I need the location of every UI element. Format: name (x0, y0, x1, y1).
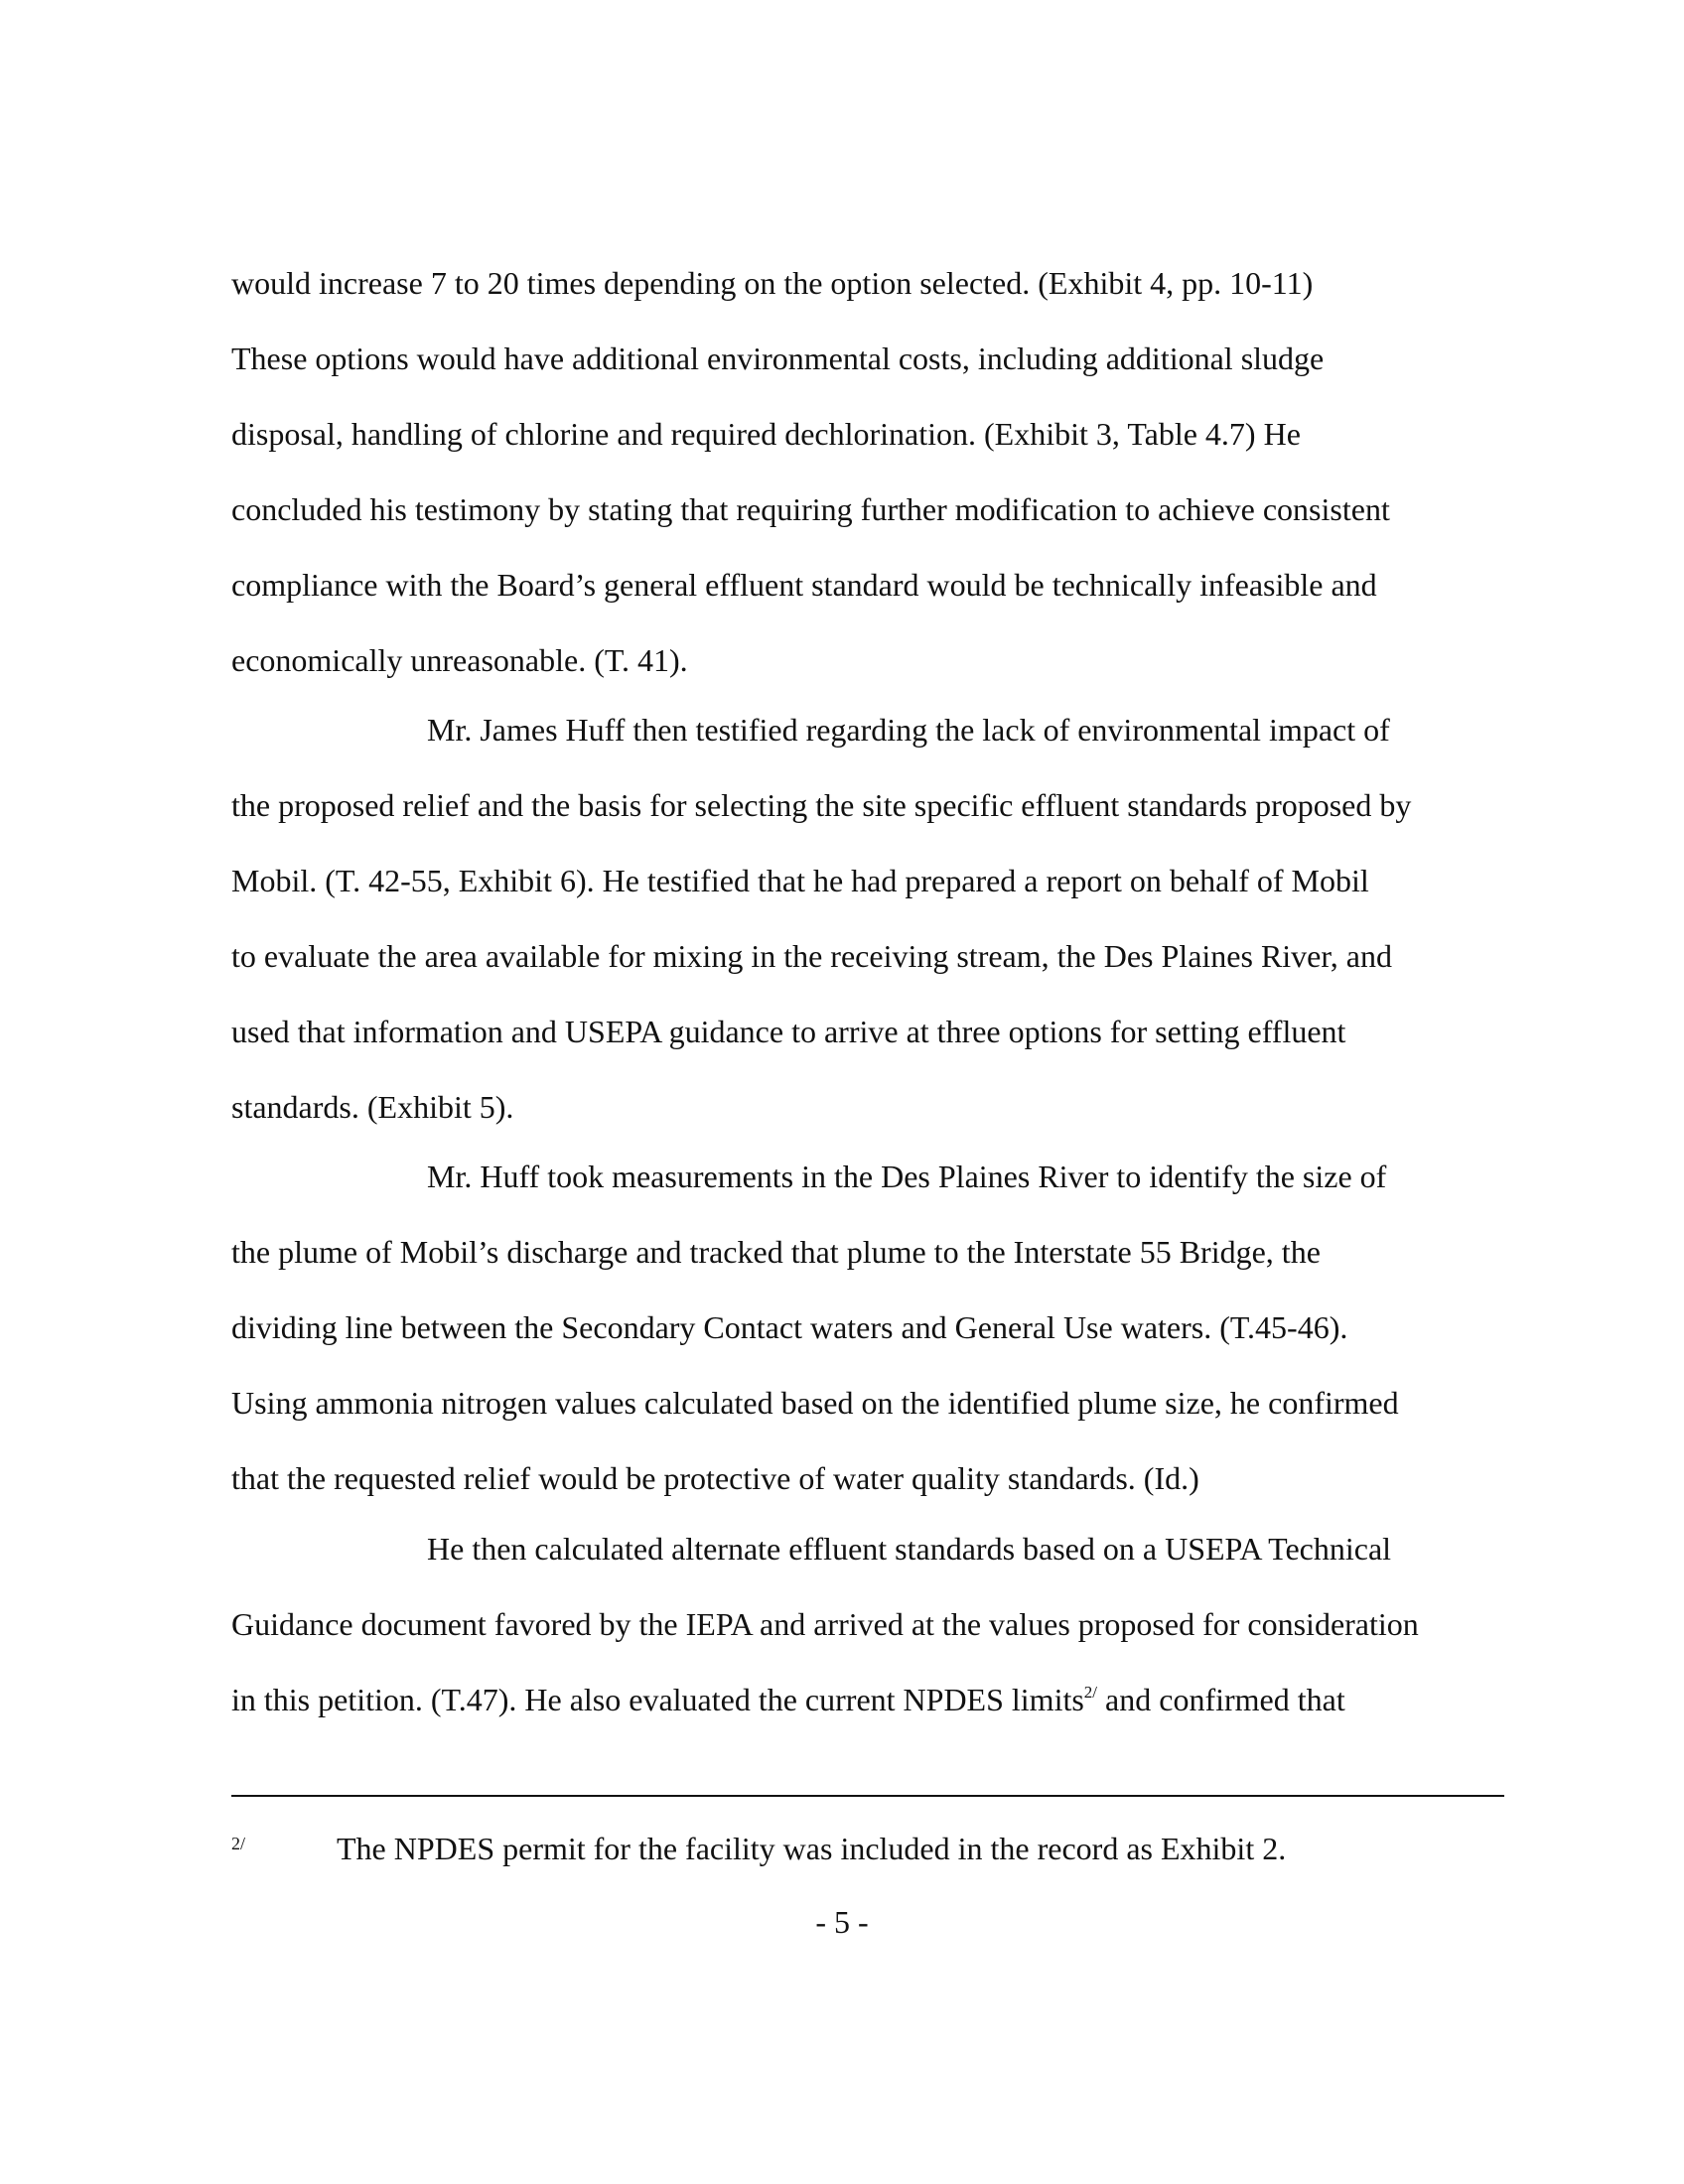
footnote: 2/ The NPDES permit for the facility was included in the record as Exhibit 2. (231, 1831, 1287, 1866)
text-line: dividing line between the Secondary Contact waters and General Use waters. (T.45-46). (231, 1309, 1348, 1345)
text-line: economically unreasonable. (T. 41). (231, 642, 688, 678)
text-line (231, 1662, 1504, 1737)
text-line: Using ammonia nitrogen values calculated based on the identified plume size, he confirmed (231, 1385, 1399, 1421)
text-line: Guidance document favored by the IEPA and arrived at the values proposed for consideration (231, 1606, 1419, 1642)
body-paragraph (231, 245, 1504, 698)
text-line: Mobil. (T. 42-55, Exhibit 6). He testified that he had prepared a report on behalf of Mobil (231, 863, 1369, 898)
body-paragraph (231, 692, 1504, 1145)
text-line: These options would have additional environmental costs, including additional sludge (231, 341, 1325, 376)
text-line: would increase 7 to 20 times depending on the option selected. (Exhibit 4, pp. 10-11) (231, 265, 1314, 301)
body-paragraph (231, 1139, 1504, 1516)
text-line: compliance with the Board’s general effluent standard would be technically infeasible and (231, 567, 1377, 603)
text-line: Mr. Huff took measurements in the Des Plaines River to identify the size of (427, 1159, 1387, 1194)
text-line: the proposed relief and the basis for selecting the site specific effluent standards proposed by (231, 787, 1412, 823)
text-line: Mr. James Huff then testified regarding the lack of environmental impact of (427, 712, 1390, 748)
footnote-separator (231, 1795, 1504, 1797)
text-line: concluded his testimony by stating that requiring further modification to achieve consistent (231, 491, 1390, 527)
text-segment: in this petition. (T.47). He also evaluated the current NPDES limits (231, 1682, 1084, 1717)
text-line: He then calculated alternate effluent standards based on a USEPA Technical (427, 1531, 1392, 1567)
text-line: disposal, handling of chlorine and required dechlorination. (Exhibit 3, Table 4.7) He (231, 416, 1301, 452)
text-line: the plume of Mobil’s discharge and tracked that plume to the Interstate 55 Bridge, the (231, 1234, 1321, 1270)
text-line: that the requested relief would be protective of water quality standards. (Id.) (231, 1460, 1199, 1496)
text-line: standards. (Exhibit 5). (231, 1089, 514, 1125)
text-line: used that information and USEPA guidance to arrive at three options for setting effluent (231, 1014, 1346, 1049)
text-segment: and confirmed that (1097, 1682, 1345, 1717)
text-line: to evaluate the area available for mixing in the receiving stream, the Des Plaines River, and (231, 938, 1392, 974)
footnote-text: The NPDES permit for the facility was included in the record as Exhibit 2. (337, 1831, 1287, 1866)
footnote-reference[interactable]: 2/ (1083, 1683, 1098, 1702)
body-paragraph (231, 1511, 1504, 1737)
page-number: - 5 - (815, 1904, 869, 1940)
